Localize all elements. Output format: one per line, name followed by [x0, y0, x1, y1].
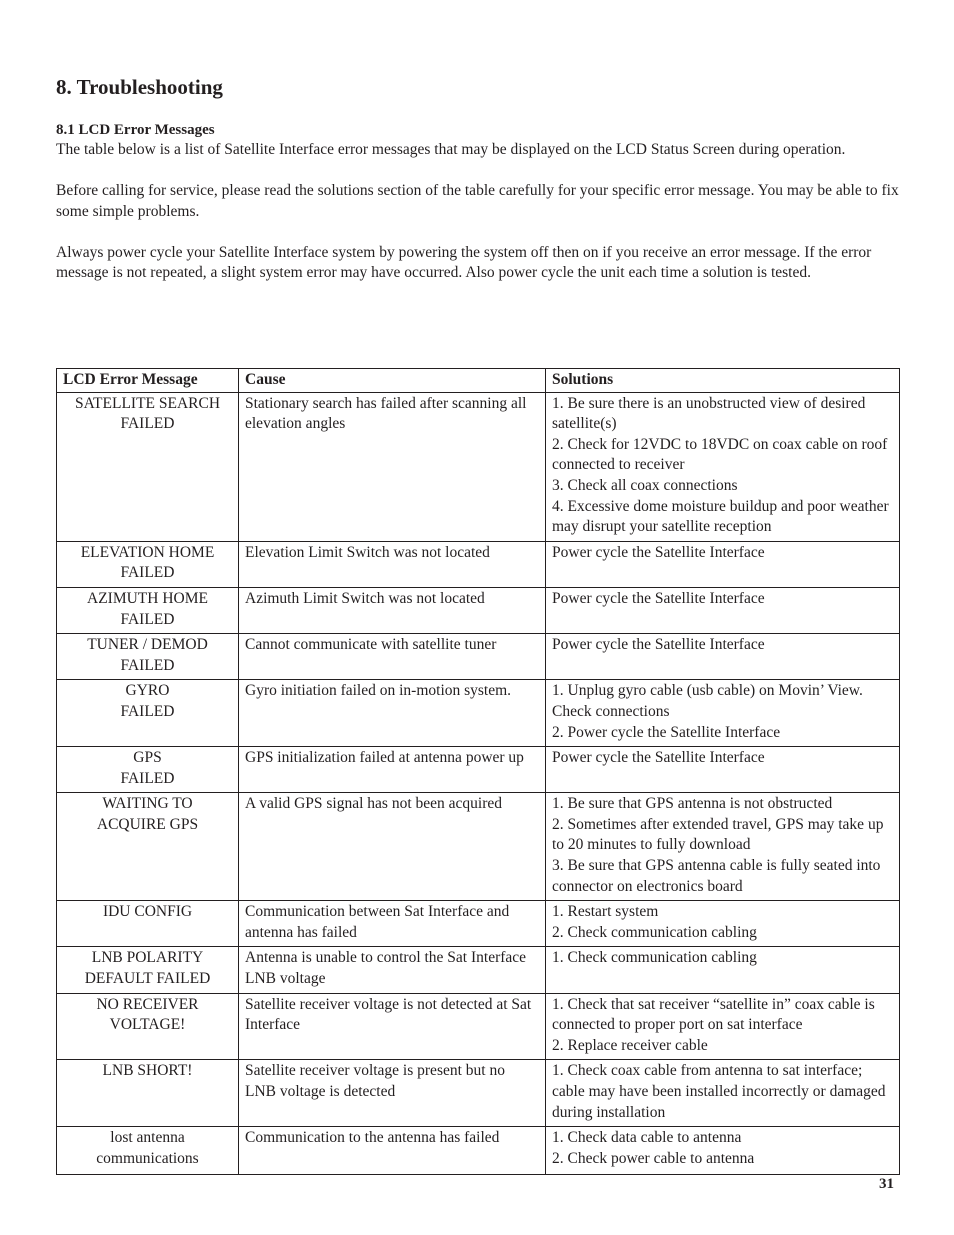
power-cycle-paragraph: Always power cycle your Satellite Interface system by powering the system off then on if you receive an error message. If the error message is not repeated, a slight system error may have occurred. Also power cycle the unit each time a solution is tested. — [56, 243, 872, 281]
error-message-cell — [57, 634, 239, 680]
solution-item: Power cycle the Satellite Interface — [552, 543, 765, 561]
error-message-line: FAILED — [120, 610, 175, 628]
cause-cell: Antenna is unable to control the Sat Interface LNB voltage — [239, 947, 546, 993]
solutions-cell — [546, 541, 900, 587]
error-message-line: WAITING TO — [102, 795, 193, 813]
error-message-cell — [57, 901, 239, 947]
solutions-cell — [546, 1127, 900, 1175]
table-header-row — [57, 369, 900, 393]
solution-item: 1. Be sure that GPS antenna is not obstructed — [552, 795, 833, 813]
table-row — [57, 392, 900, 541]
solution-item: 1. Restart system — [552, 903, 659, 921]
solutions-cell — [546, 993, 900, 1060]
error-message-line: LNB POLARITY — [91, 949, 204, 967]
error-message-cell — [57, 1127, 239, 1175]
cause-cell: Elevation Limit Switch was not located — [239, 541, 546, 587]
error-message-line: FAILED — [120, 702, 175, 720]
solution-item: 2. Sometimes after extended travel, GPS may take up to 20 minutes to fully download — [552, 815, 884, 854]
error-message-cell — [57, 1060, 239, 1127]
table-row — [57, 747, 900, 793]
cause-cell: A valid GPS signal has not been acquired — [239, 793, 546, 901]
error-message-line: FAILED — [120, 656, 175, 674]
solution-item: 1. Unplug gyro cable (usb cable) on Movin’ View. Check connections — [552, 682, 863, 720]
solution-item: 3. Check all coax connections — [552, 476, 738, 494]
solutions-cell — [546, 680, 900, 747]
solution-item: Power cycle the Satellite Interface — [552, 589, 765, 607]
error-message-cell — [57, 392, 239, 541]
subsection-heading: 8.1 LCD Error Messages — [56, 122, 215, 138]
error-message-line: IDU CONFIG — [102, 903, 193, 921]
table-row — [57, 680, 900, 747]
solution-item: 1. Check coax cable from antenna to sat interface; cable may have been installed incorrectly or damaged during installation — [552, 1062, 886, 1121]
error-message-line: lost antenna — [110, 1129, 185, 1147]
error-message-line: communications — [96, 1149, 199, 1167]
solution-item: Power cycle the Satellite Interface — [552, 636, 765, 654]
service-paragraph: Before calling for service, please read the solutions section of the table carefully for your specific error message. You may be able to fix some simple problems. — [56, 182, 899, 220]
table-row — [57, 1060, 900, 1127]
solutions-cell — [546, 947, 900, 993]
error-message-cell — [57, 947, 239, 993]
error-message-line: LNB SHORT! — [102, 1062, 193, 1080]
solutions-cell — [546, 1060, 900, 1127]
error-message-cell — [57, 993, 239, 1060]
solutions-cell — [546, 793, 900, 901]
solution-item: 1. Check that sat receiver “satellite in” coax cable is connected to proper port on sat interface — [552, 995, 875, 1034]
cause-cell: Azimuth Limit Switch was not located — [239, 587, 546, 633]
solution-item: 1. Check data cable to antenna — [552, 1129, 742, 1147]
table-row — [57, 634, 900, 680]
solution-item: 2. Check communication cabling — [552, 923, 757, 941]
error-message-line: GPS — [133, 749, 162, 767]
error-message-line: FAILED — [120, 564, 175, 582]
error-message-line: DEFAULT FAILED — [84, 970, 211, 988]
error-message-line: SATELLITE SEARCH — [74, 394, 221, 412]
error-message-cell — [57, 793, 239, 901]
intro-section — [56, 120, 899, 304]
error-message-line: FAILED — [120, 415, 175, 433]
column-header-message: LCD Error Message — [57, 369, 239, 393]
cause-cell: Communication to the antenna has failed — [239, 1127, 546, 1175]
section-heading: 8. Troubleshooting — [56, 75, 223, 99]
error-message-line: ACQUIRE GPS — [96, 815, 199, 833]
solutions-cell — [546, 747, 900, 793]
error-message-line: GYRO — [125, 682, 170, 700]
solutions-cell — [546, 587, 900, 633]
error-message-cell — [57, 747, 239, 793]
cause-cell: Satellite receiver voltage is present but no LNB voltage is detected — [239, 1060, 546, 1127]
table-body — [57, 392, 900, 1175]
column-header-cause: Cause — [239, 369, 546, 393]
error-message-line: VOLTAGE! — [109, 1016, 186, 1034]
error-message-line: FAILED — [120, 769, 175, 787]
intro-paragraph: The table below is a list of Satellite Interface error messages that may be displayed on the LCD Status Screen during operation. — [56, 141, 846, 158]
table-row — [57, 947, 900, 993]
solution-item: 2. Power cycle the Satellite Interface — [552, 723, 781, 741]
solution-item: 1. Be sure there is an unobstructed view of desired satellite(s) — [552, 394, 866, 433]
solution-item: 4. Excessive dome moisture buildup and poor weather may disrupt your satellite reception — [552, 497, 889, 536]
solution-item: 3. Be sure that GPS antenna cable is fully seated into connector on electronics board — [552, 857, 881, 895]
table-row — [57, 993, 900, 1060]
error-message-line: AZIMUTH HOME — [87, 589, 208, 607]
solution-item: 2. Replace receiver cable — [552, 1036, 708, 1054]
table-row — [57, 793, 900, 901]
page-number: 31 — [879, 1176, 894, 1192]
cause-cell: Gyro initiation failed on in-motion system. — [239, 680, 546, 747]
cause-cell: Satellite receiver voltage is not detected at Sat Interface — [239, 993, 546, 1060]
solution-item: Power cycle the Satellite Interface — [552, 749, 765, 767]
error-message-cell — [57, 680, 239, 747]
table-row — [57, 541, 900, 587]
column-header-solutions: Solutions — [546, 369, 900, 393]
error-message-line: NO RECEIVER — [96, 995, 199, 1013]
table-row — [57, 901, 900, 947]
error-message-cell — [57, 587, 239, 633]
error-messages-table — [56, 368, 900, 1175]
solutions-cell — [546, 392, 900, 541]
cause-cell: Cannot communicate with satellite tuner — [239, 634, 546, 680]
cause-cell: Communication between Sat Interface and antenna has failed — [239, 901, 546, 947]
solution-item: 1. Check communication cabling — [552, 949, 757, 967]
table-row — [57, 587, 900, 633]
solutions-cell — [546, 901, 900, 947]
solution-item: 2. Check for 12VDC to 18VDC on coax cable on roof connected to receiver — [552, 435, 888, 474]
error-message-line: ELEVATION HOME — [80, 543, 215, 561]
solutions-cell — [546, 634, 900, 680]
solution-item: 2. Check power cable to antenna — [552, 1149, 755, 1167]
error-message-cell — [57, 541, 239, 587]
cause-cell: Stationary search has failed after scanning all elevation angles — [239, 392, 546, 541]
error-message-line: TUNER / DEMOD — [87, 636, 208, 654]
cause-cell: GPS initialization failed at antenna power up — [239, 747, 546, 793]
table-row — [57, 1127, 900, 1175]
